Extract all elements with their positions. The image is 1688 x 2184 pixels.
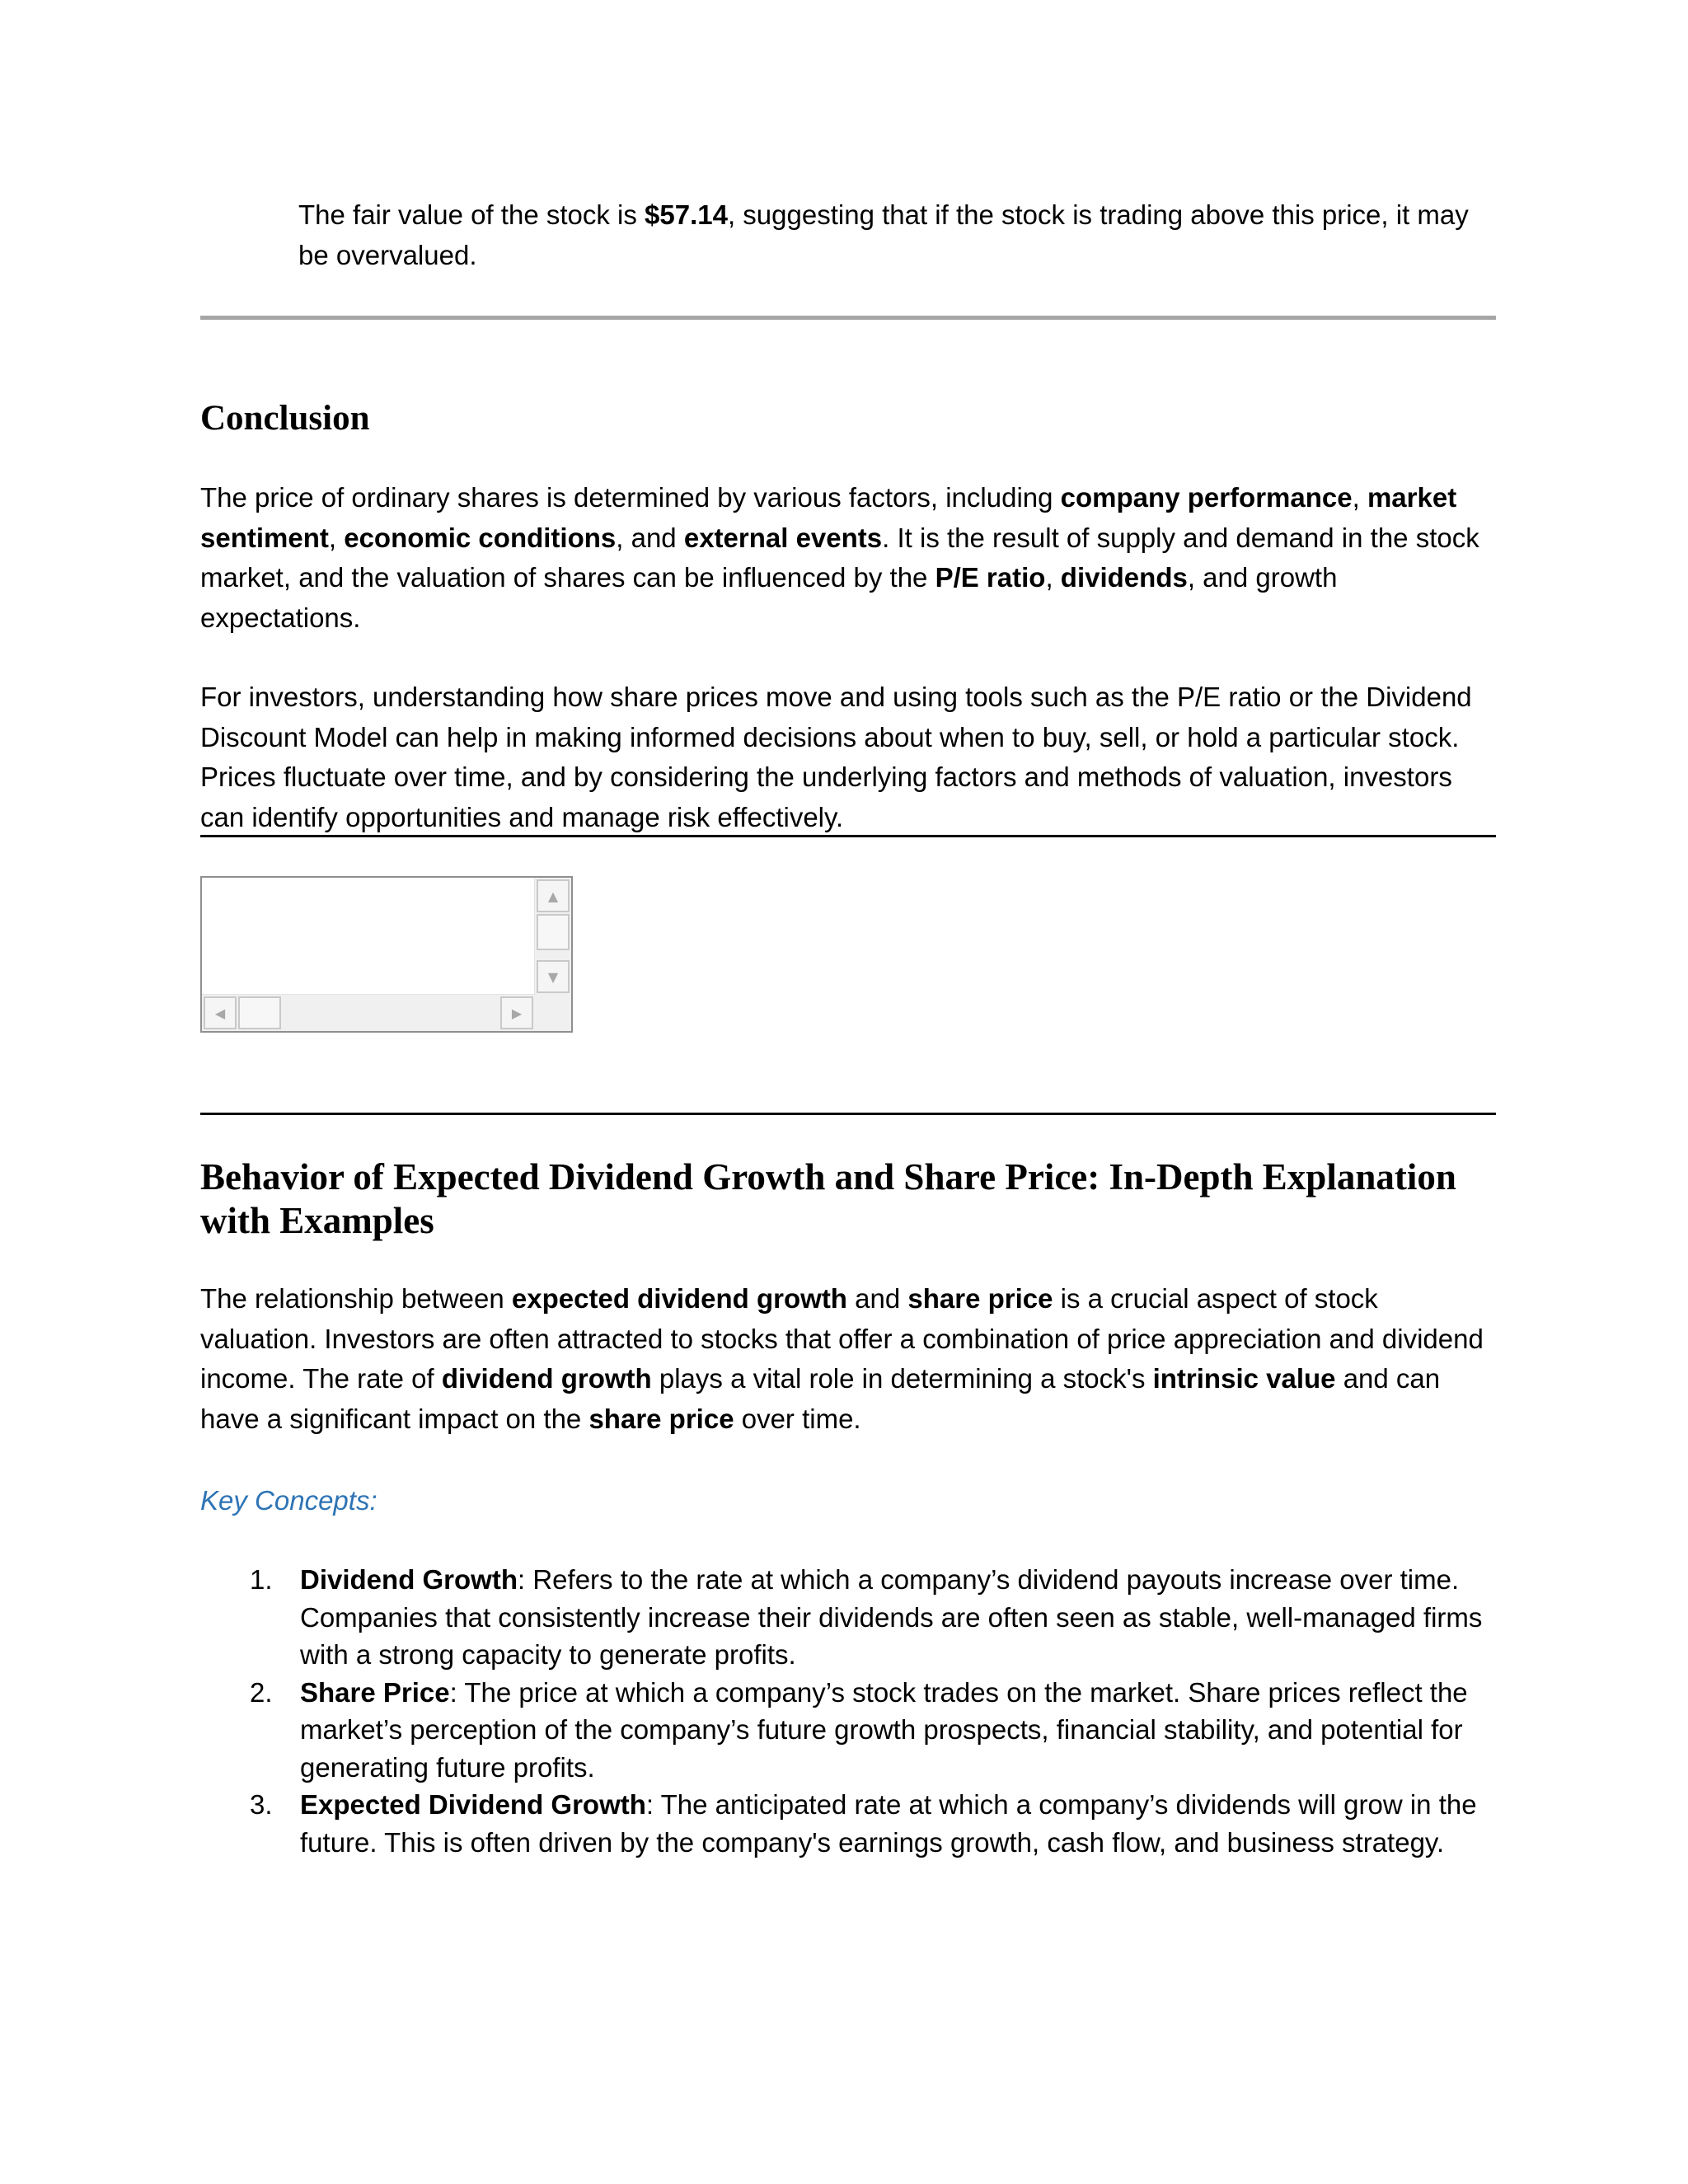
horizontal-scroll-thumb[interactable]: [238, 996, 281, 1029]
conclusion-text: . It is the result of supply and demand in the stock market, and the valuation of shares can be influenced by the: [200, 522, 1479, 593]
list-item: [200, 1561, 1496, 1674]
scrollbar-corner: [535, 995, 571, 1031]
list-item-number: 2.: [250, 1676, 273, 1708]
list-item-number: 1.: [250, 1564, 273, 1595]
scroll-down-arrow-icon[interactable]: ▼: [537, 960, 570, 993]
horizontal-scrollbar[interactable]: [202, 994, 537, 1031]
conclusion-term: dividends: [1060, 562, 1188, 593]
text-area[interactable]: [200, 876, 573, 1033]
list-item-term: Share Price: [300, 1676, 450, 1708]
key-concepts-label: Key Concepts:: [200, 1485, 377, 1516]
key-concepts-list: [200, 1561, 1496, 1861]
conclusion-text: , and growth expectations.: [200, 562, 1338, 633]
section-term: dividend growth: [441, 1363, 652, 1394]
section-text: is a crucial aspect of stock valuation. Investors are often attracted to stocks that offer a combination of price appreciation and dividend income. The rate of: [200, 1283, 1484, 1394]
conclusion-term: external events: [683, 522, 883, 553]
conclusion-text: ,: [1352, 482, 1367, 513]
list-item: [200, 1786, 1496, 1861]
scroll-left-arrow-icon[interactable]: ◀: [204, 996, 237, 1029]
section-term: expected dividend growth: [511, 1283, 847, 1314]
list-item: [200, 1674, 1496, 1787]
list-item-text: : The price at which a company’s stock trades on the market. Share prices reflect the market’s perception of the company’s future growth prospects, financial stability, and potential for generating future profits.: [300, 1676, 1468, 1783]
list-item-number: 3.: [250, 1789, 273, 1820]
conclusion-term: company performance: [1060, 482, 1353, 513]
section-divider: [200, 316, 1496, 320]
section-heading: Behavior of Expected Dividend Growth and Share Price: In-Depth Explanation with Examples: [200, 1156, 1456, 1241]
conclusion-term: market sentiment: [200, 482, 1457, 553]
fair-value-amount: $57.14: [645, 199, 728, 230]
vertical-scrollbar[interactable]: [534, 878, 571, 996]
vertical-scroll-thumb[interactable]: [537, 914, 570, 950]
conclusion-term: P/E ratio: [935, 562, 1046, 593]
section-text: plays a vital role in determining a stock's: [651, 1363, 1153, 1394]
list-item-text: : The anticipated rate at which a company’s dividends will grow in the future. This is often driven by the company's earnings growth, cash flow, and business strategy.: [300, 1789, 1477, 1858]
section-text: and can have a significant impact on the: [200, 1363, 1441, 1434]
section-text: The relationship between: [200, 1283, 512, 1314]
scroll-right-arrow-icon[interactable]: ▶: [500, 996, 533, 1029]
conclusion-text: ,: [328, 522, 345, 553]
conclusion-paragraph-2: For investors, understanding how share prices move and using tools such as the P/E ratio or the Dividend Discount Model can help in making informed decisions about when to buy, sell, or hold a particular stock. Prices fluctuate over time, and by considering the underlying factors and methods of valuation, investors can identify opportunities and manage risk effectively.: [200, 682, 1472, 832]
fair-value-paragraph: [298, 195, 1493, 275]
list-item-term: Dividend Growth: [300, 1564, 518, 1595]
paragraph-bottom-border: [200, 835, 1496, 837]
fair-value-text: The fair value of the stock is: [298, 199, 645, 230]
conclusion-text: ,: [1045, 562, 1061, 593]
section-term: share price: [588, 1403, 734, 1434]
section-text: over time.: [734, 1403, 861, 1434]
fair-value-text-end: , suggesting that if the stock is trading above this price, it may be overvalued.: [298, 199, 1469, 270]
section-intro-paragraph: [200, 1279, 1496, 1439]
conclusion-text: The price of ordinary shares is determined by various factors, including: [200, 482, 1061, 513]
conclusion-paragraph-1: [200, 478, 1496, 638]
conclusion-text: , and: [616, 522, 684, 553]
conclusion-term: economic conditions: [344, 522, 617, 553]
list-item-term: Expected Dividend Growth: [300, 1789, 646, 1820]
list-item-text: : Refers to the rate at which a company’s dividend payouts increase over time. Companies that consistently increase their dividends are often seen as stable, well-managed firms with a strong capacity to generate profits.: [300, 1564, 1483, 1670]
section-term: intrinsic value: [1152, 1363, 1336, 1394]
scroll-up-arrow-icon[interactable]: ▲: [537, 879, 570, 912]
section-divider: [200, 1113, 1496, 1115]
section-term: share price: [907, 1283, 1053, 1314]
section-text: and: [846, 1283, 908, 1314]
conclusion-heading: Conclusion: [200, 399, 370, 438]
